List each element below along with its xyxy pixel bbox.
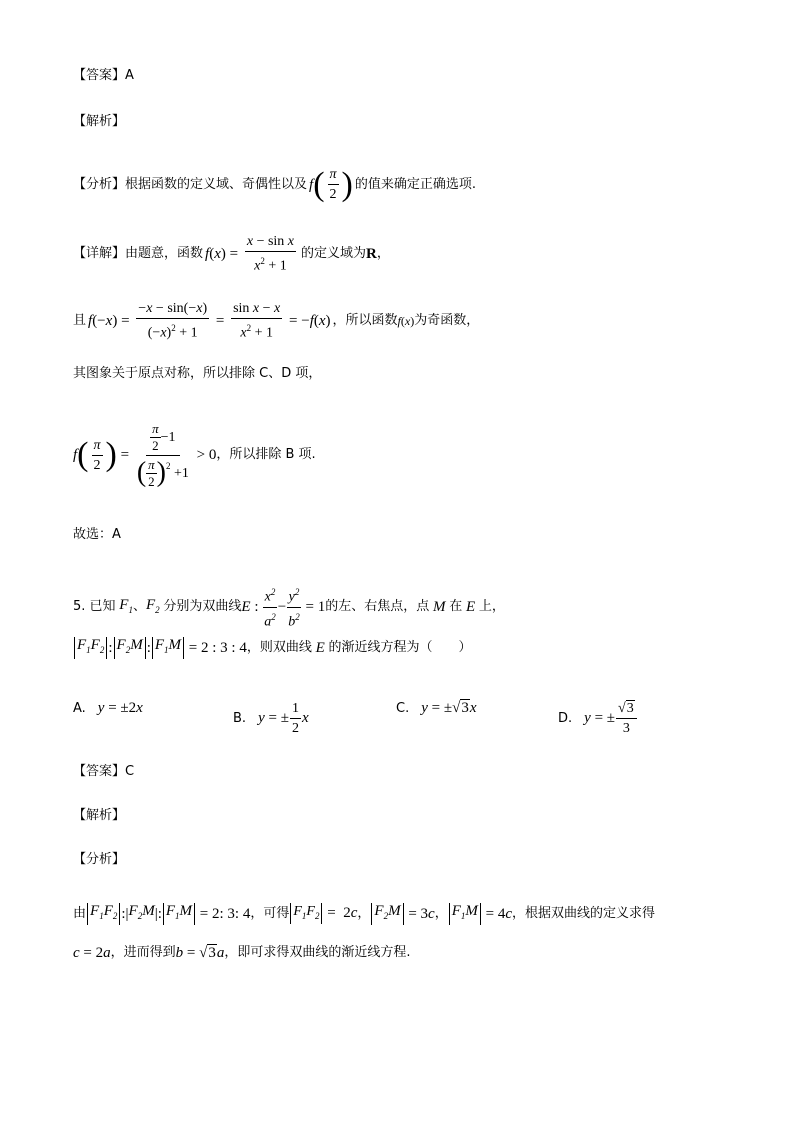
math-c-eq-2a: c = 2a bbox=[73, 945, 111, 961]
symmetry-text: 其图象关于原点对称，所以排除 C、D 项， bbox=[73, 366, 322, 381]
c2a-text-post: ，进而得到 bbox=[110, 945, 176, 960]
you-text-end: ，根据双曲线的定义求得 bbox=[512, 905, 656, 921]
option-c-label: C. bbox=[396, 701, 410, 716]
math-ratio: $F_1F_2$ : $F_2M$ : $F_1M$ = 2 : 3 : 4 bbox=[73, 637, 247, 659]
you-text-mid3: ， bbox=[434, 905, 448, 921]
fenxi-text-2: 【分析】 bbox=[73, 852, 126, 867]
option-d[interactable] bbox=[558, 700, 638, 737]
real-set-symbol: R bbox=[366, 245, 377, 262]
option-b-label: B. bbox=[233, 711, 247, 726]
option-b-formula: y = ± $\frac{1}{2}$ x bbox=[258, 701, 309, 736]
analysis-heading-1 bbox=[73, 112, 125, 132]
xiangjie-text-pre: 由题意，函数 bbox=[125, 245, 204, 261]
you-text-mid2: ， bbox=[357, 905, 371, 921]
math-E-2: E bbox=[311, 640, 329, 656]
qie-text-post: ，所以函数 bbox=[332, 312, 398, 328]
math-E: E bbox=[462, 599, 479, 616]
analysis-text: 【解析】 bbox=[73, 114, 126, 129]
f-pi-over-2-line bbox=[73, 412, 316, 498]
odd-function-line bbox=[73, 300, 479, 342]
math-F1: $F_1$ bbox=[115, 596, 133, 615]
math-f-pi-over-2-value: f ( $\frac{\pi}{2}$ ) = $\frac{\pi}{2}$ −1 ( $\frac{\pi}{2}$ ) $^2$ +1 > 0 bbox=[73, 420, 217, 489]
you-text-mid1: ，可得 bbox=[250, 905, 290, 921]
q5-text-mid3: 的左、右焦点，点 bbox=[325, 599, 430, 615]
symmetry-line bbox=[73, 364, 321, 384]
option-d-label: D. bbox=[558, 711, 573, 726]
final-choice-text: 故选：A bbox=[73, 527, 121, 542]
math-f-pi-over-2: f ( $\frac{\pi}{2}$ ) bbox=[309, 165, 353, 203]
fenxi-line-1 bbox=[73, 166, 476, 203]
question-5-ratio-line bbox=[73, 637, 472, 659]
answer-line-1 bbox=[73, 66, 134, 86]
xiangjie-line bbox=[73, 233, 390, 275]
math-f1f2-2c: $F_1F_2$ = 2c bbox=[289, 903, 357, 925]
option-c-formula: y = ±√3x bbox=[421, 700, 477, 716]
xiangjie-text-post: 的定义域为 bbox=[301, 245, 367, 261]
answer-text: 【答案】A bbox=[73, 68, 134, 83]
q5b-text-post: ，则双曲线 bbox=[246, 640, 312, 655]
fpi-text-post: ，所以排除 B 项. bbox=[216, 447, 316, 462]
option-a[interactable] bbox=[73, 700, 143, 717]
q5-text-pre: 5. 已知 bbox=[73, 599, 116, 615]
q5-text-mid4: 在 bbox=[449, 599, 463, 615]
answer-line-2 bbox=[73, 762, 134, 782]
math-f2m-3c: $F_2M$ = 3c bbox=[370, 903, 434, 925]
option-d-formula: y = ± $\frac{√3}{3}$ bbox=[584, 700, 638, 737]
option-b[interactable] bbox=[233, 700, 309, 737]
derivation-line bbox=[73, 901, 655, 926]
final-choice-line bbox=[73, 525, 121, 545]
q5b-text-end: 的渐近线方程为（ ） bbox=[328, 640, 472, 655]
q5-text-end: 上， bbox=[478, 599, 505, 615]
fenxi-text-post: 的值来确定正确选项. bbox=[354, 176, 477, 192]
qie-text: 且 bbox=[73, 312, 87, 328]
math-fx-definition: f ( x ) = $\frac{\text{x − sin x}}{x^2 + 1}$ bbox=[205, 234, 295, 274]
math-F2: $F_2$ bbox=[145, 596, 160, 615]
math-b-eq-sqrt3a: b = √3a bbox=[175, 945, 225, 961]
math-ratio-2: $F_1F_2$ :| $F_2M$ |: $F_1M$ = 2: 3: 4 bbox=[86, 901, 250, 926]
option-a-formula: y = ±2x bbox=[97, 700, 143, 716]
q5-text-mid2: 分别为双曲线 bbox=[163, 599, 242, 615]
math-hyperbola: E : $\frac{x^2}{a^2}$ − $\frac{y^2}{b^2}$ = 1 bbox=[241, 584, 325, 630]
xiangjie-tag: 【详解】 bbox=[73, 245, 126, 261]
option-c[interactable] bbox=[396, 700, 477, 717]
math-f1m-4c: $F_1M$ = 4c bbox=[448, 903, 512, 925]
you-text-pre: 由 bbox=[73, 905, 87, 921]
analysis-text-2: 【解析】 bbox=[73, 808, 126, 823]
fenxi-tag: 【分析】 bbox=[73, 176, 126, 192]
option-a-label: A. bbox=[73, 701, 86, 716]
conclusion-line bbox=[73, 943, 411, 963]
answer-text-2: 【答案】C bbox=[73, 764, 135, 779]
q5-text-mid1: 、 bbox=[132, 599, 146, 615]
qie-text-end: 为奇函数， bbox=[414, 312, 480, 328]
fenxi-heading-2 bbox=[73, 850, 125, 870]
math-f-minus-x: f (− x ) = $\frac{-x - \sin(-x)}{(-x)^2 + 1}$ = $\frac{\text{sin x − x}}{x^2 + 1}$ = − f ( x ) bbox=[88, 301, 331, 341]
xiangjie-text-end: ， bbox=[376, 245, 390, 261]
question-5-line bbox=[73, 584, 505, 630]
math-fx-inline: f(x) bbox=[397, 313, 415, 328]
analysis-heading-2 bbox=[73, 806, 125, 826]
c2a-text-end: ，即可求得双曲线的渐近线方程. bbox=[224, 945, 411, 960]
math-M: M bbox=[429, 599, 450, 616]
fenxi-text-pre: 根据函数的定义域、奇偶性以及 bbox=[125, 176, 308, 192]
